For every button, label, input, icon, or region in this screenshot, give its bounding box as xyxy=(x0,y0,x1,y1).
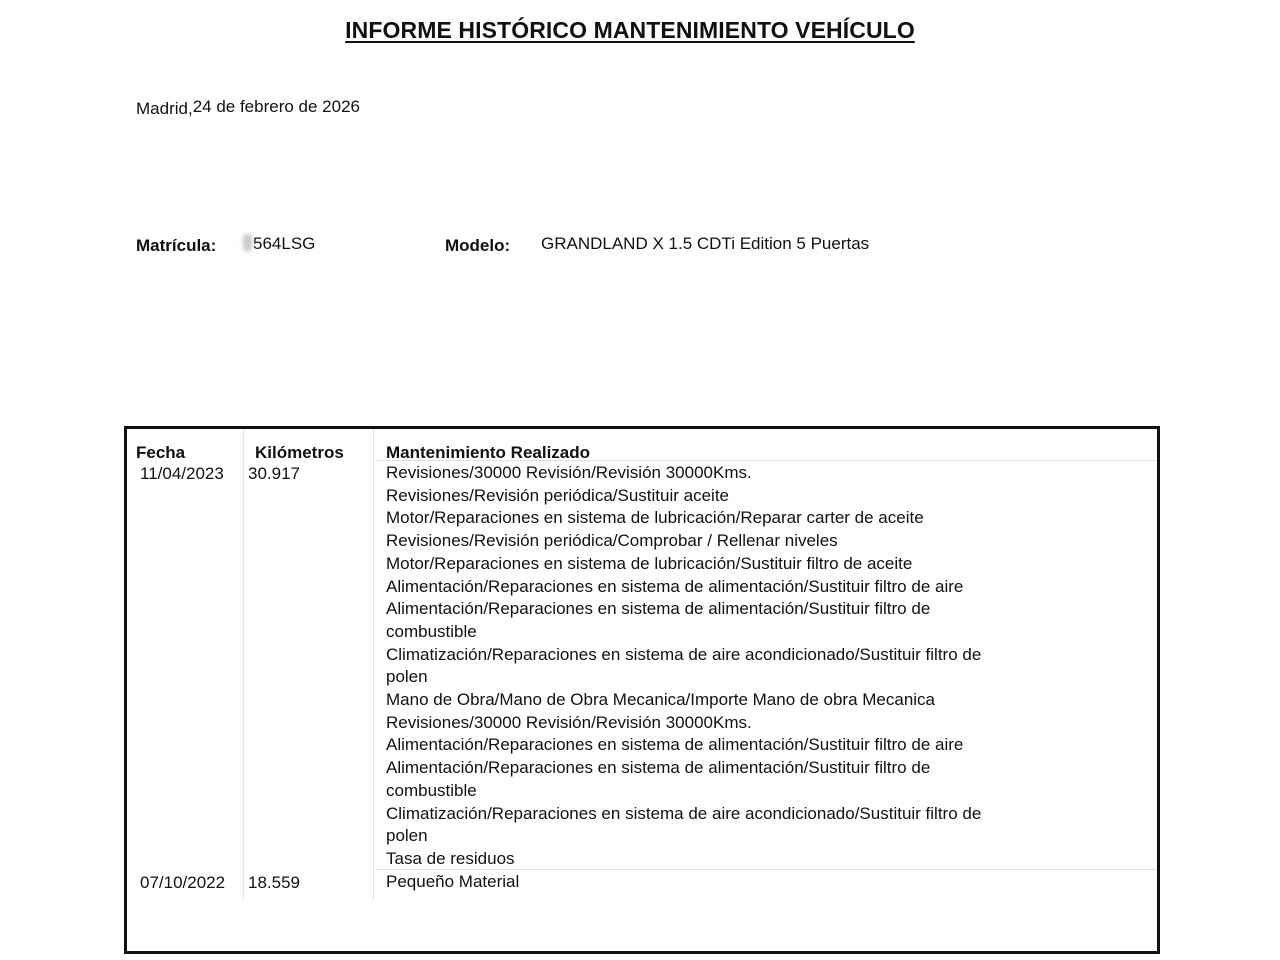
place-date-line xyxy=(136,97,360,117)
column-divider-date xyxy=(243,429,244,899)
record-date: 11/04/2023 xyxy=(140,464,224,483)
report-date: 24 de febrero de 2026 xyxy=(192,97,360,116)
column-divider-km xyxy=(373,429,374,899)
maintenance-item: Motor/Reparaciones en sistema de lubricación/Sustituir filtro de aceite xyxy=(386,553,913,573)
maintenance-item: Alimentación/Reparaciones en sistema de alimentación/Sustituir filtro de xyxy=(386,758,931,778)
maintenance-item: Pequeño Material xyxy=(386,872,520,891)
maintenance-item: Motor/Reparaciones en sistema de lubricación/Reparar carter de aceite xyxy=(386,508,924,528)
maintenance-item: Mano de Obra/Mano de Obra Mecanica/Importe Mano de obra Mecanica xyxy=(386,690,936,710)
maintenance-item: combustible xyxy=(386,780,477,800)
maintenance-item: Revisiones/30000 Revisión/Revisión 30000Kms. xyxy=(386,712,752,732)
table-header-row xyxy=(127,443,1157,461)
record-maintenance-list xyxy=(386,871,519,894)
record-km: 30.917 xyxy=(248,464,300,483)
maintenance-table xyxy=(124,426,1160,954)
model-label: Modelo: xyxy=(445,236,511,255)
maintenance-item: Revisiones/Revisión periódica/Sustituir aceite xyxy=(386,485,729,505)
maintenance-item: polen xyxy=(386,667,428,687)
maintenance-item: Revisiones/Revisión periódica/Comprobar / Rellenar niveles xyxy=(386,531,838,551)
model-value: GRANDLAND X 1.5 CDTi Edition 5 Puertas xyxy=(541,234,870,253)
maintenance-item: combustible xyxy=(386,621,477,641)
record-date: 07/10/2022 xyxy=(140,873,226,892)
report-title: INFORME HISTÓRICO MANTENIMIENTO VEHÍCULO xyxy=(345,17,915,43)
plate-label: Matrícula: xyxy=(136,236,217,255)
maintenance-item: Revisiones/30000 Revisión/Revisión 30000Kms. xyxy=(386,463,752,482)
record-maintenance-list xyxy=(386,462,981,871)
header-km: Kilómetros xyxy=(255,443,344,462)
maintenance-item: Alimentación/Reparaciones en sistema de alimentación/Sustituir filtro de xyxy=(386,599,931,619)
maintenance-item: Alimentación/Reparaciones en sistema de alimentación/Sustituir filtro de aire xyxy=(386,735,964,755)
redaction-blur xyxy=(243,234,252,251)
maintenance-item: Climatización/Reparaciones en sistema de aire acondicionado/Sustituir filtro de xyxy=(386,644,982,664)
maintenance-item: polen xyxy=(386,826,428,846)
plate-value: 564LSG xyxy=(253,234,316,253)
maintenance-item: Tasa de residuos xyxy=(386,848,515,868)
maintenance-item: Climatización/Reparaciones en sistema de aire acondicionado/Sustituir filtro de xyxy=(386,803,982,823)
plate-value-wrapper xyxy=(243,234,315,254)
header-maintenance: Mantenimiento Realizado xyxy=(386,443,591,462)
row-divider xyxy=(376,869,1157,870)
maintenance-item: Alimentación/Reparaciones en sistema de alimentación/Sustituir filtro de aire xyxy=(386,576,964,596)
header-divider xyxy=(376,460,1157,461)
header-date: Fecha xyxy=(136,443,186,462)
record-km: 18.559 xyxy=(248,873,300,892)
report-place: Madrid, xyxy=(136,99,193,118)
